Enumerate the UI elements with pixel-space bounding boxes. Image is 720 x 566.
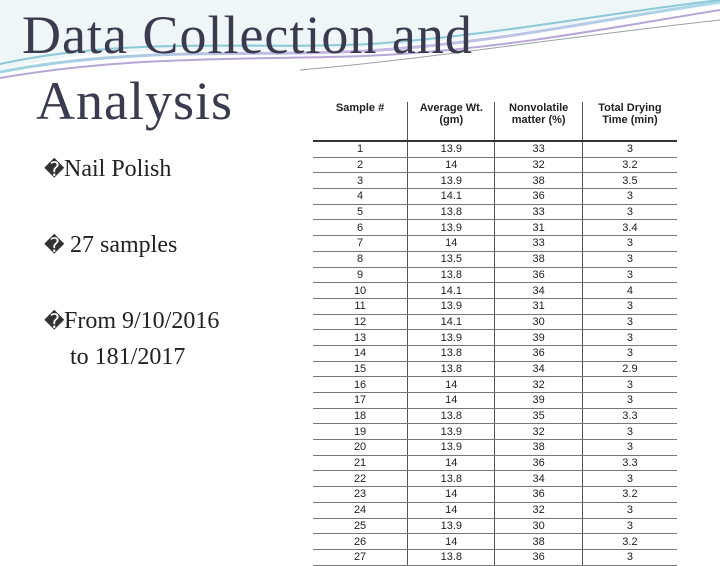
table-row	[313, 204, 677, 220]
table-body	[313, 141, 677, 565]
table-cell: 3	[582, 251, 677, 267]
table-row	[313, 236, 677, 252]
table-cell: 19	[313, 424, 408, 440]
table-cell: 3	[582, 298, 677, 314]
table-cell: 36	[495, 189, 582, 205]
table-cell: 13.9	[408, 518, 495, 534]
table-cell: 21	[313, 455, 408, 471]
table-cell: 31	[495, 298, 582, 314]
table-cell: 32	[495, 157, 582, 173]
table-cell: 13.9	[408, 298, 495, 314]
table-cell: 3.4	[582, 220, 677, 236]
table-cell: 3	[582, 377, 677, 393]
bullet-icon: �	[44, 159, 65, 181]
table-cell: 3	[582, 471, 677, 487]
table-header-row	[313, 102, 677, 141]
table-cell: 31	[495, 220, 582, 236]
table-cell: 11	[313, 298, 408, 314]
column-header: Total Drying Time (min)	[582, 102, 677, 141]
table-cell: 5	[313, 204, 408, 220]
table-row	[313, 487, 677, 503]
table-cell: 14	[408, 377, 495, 393]
table-row	[313, 534, 677, 550]
table-cell: 4	[582, 283, 677, 299]
table-cell: 13.9	[408, 220, 495, 236]
table-row	[313, 141, 677, 157]
table-cell: 13.9	[408, 173, 495, 189]
table-cell: 14	[408, 534, 495, 550]
bullet-item	[44, 232, 177, 259]
bullet-icon: �	[44, 235, 65, 257]
table-cell: 3.3	[582, 455, 677, 471]
table-cell: 13.9	[408, 141, 495, 157]
table-cell: 13.9	[408, 440, 495, 456]
table-cell: 10	[313, 283, 408, 299]
table-row	[313, 157, 677, 173]
table-cell: 18	[313, 408, 408, 424]
table-cell: 3	[582, 549, 677, 565]
data-table-container	[313, 102, 677, 564]
table-cell: 14	[408, 502, 495, 518]
table-cell: 3.3	[582, 408, 677, 424]
table-cell: 24	[313, 502, 408, 518]
table-cell: 34	[495, 283, 582, 299]
table-cell: 27	[313, 549, 408, 565]
table-cell: 39	[495, 393, 582, 409]
table-cell: 4	[313, 189, 408, 205]
table-cell: 38	[495, 440, 582, 456]
column-header: Sample #	[313, 102, 408, 141]
table-cell: 17	[313, 393, 408, 409]
table-row	[313, 377, 677, 393]
table-cell: 13.8	[408, 204, 495, 220]
table-cell: 35	[495, 408, 582, 424]
table-cell: 3	[582, 314, 677, 330]
table-cell: 16	[313, 377, 408, 393]
table-cell: 13.8	[408, 549, 495, 565]
table-cell: 14.1	[408, 283, 495, 299]
table-row	[313, 549, 677, 565]
table-cell: 13.9	[408, 424, 495, 440]
table-row	[313, 173, 677, 189]
table-cell: 9	[313, 267, 408, 283]
table-cell: 36	[495, 487, 582, 503]
table-cell: 3	[582, 330, 677, 346]
title-line-2: Analysis	[36, 71, 233, 131]
table-cell: 30	[495, 314, 582, 330]
table-row	[313, 424, 677, 440]
table-row	[313, 189, 677, 205]
table-row	[313, 518, 677, 534]
table-cell: 23	[313, 487, 408, 503]
table-cell: 13.5	[408, 251, 495, 267]
table-cell: 13.8	[408, 267, 495, 283]
table-cell: 36	[495, 549, 582, 565]
table-cell: 3	[582, 236, 677, 252]
table-row	[313, 283, 677, 299]
table-cell: 30	[495, 518, 582, 534]
table-cell: 14	[408, 455, 495, 471]
table-row	[313, 455, 677, 471]
table-cell: 2.9	[582, 361, 677, 377]
table-cell: 3.5	[582, 173, 677, 189]
table-cell: 12	[313, 314, 408, 330]
table-cell: 14	[313, 345, 408, 361]
table-row	[313, 440, 677, 456]
table-cell: 13	[313, 330, 408, 346]
table-cell: 33	[495, 204, 582, 220]
table-cell: 14	[408, 236, 495, 252]
table-cell: 3	[582, 502, 677, 518]
bullet-icon: �	[44, 311, 65, 333]
table-cell: 32	[495, 377, 582, 393]
table-cell: 3	[582, 393, 677, 409]
table-row	[313, 330, 677, 346]
table-row	[313, 267, 677, 283]
table-cell: 1	[313, 141, 408, 157]
table-cell: 3	[582, 204, 677, 220]
table-cell: 3	[582, 518, 677, 534]
table-row	[313, 393, 677, 409]
table-cell: 7	[313, 236, 408, 252]
table-row	[313, 220, 677, 236]
table-cell: 3	[582, 189, 677, 205]
bullet-item	[44, 156, 171, 183]
table-cell: 13.9	[408, 330, 495, 346]
bullet-item	[44, 308, 219, 335]
table-cell: 3.2	[582, 487, 677, 503]
table-cell: 36	[495, 267, 582, 283]
table-cell: 39	[495, 330, 582, 346]
table-row	[313, 251, 677, 267]
table-cell: 32	[495, 502, 582, 518]
table-cell: 38	[495, 173, 582, 189]
table-cell: 14	[408, 487, 495, 503]
table-cell: 13.8	[408, 408, 495, 424]
table-cell: 3	[582, 440, 677, 456]
table-row	[313, 298, 677, 314]
table-cell: 36	[495, 345, 582, 361]
table-cell: 2	[313, 157, 408, 173]
table-cell: 3	[582, 345, 677, 361]
table-cell: 20	[313, 440, 408, 456]
table-row	[313, 361, 677, 377]
table-cell: 26	[313, 534, 408, 550]
table-cell: 33	[495, 236, 582, 252]
table-row	[313, 502, 677, 518]
table-cell: 3	[582, 141, 677, 157]
table-cell: 33	[495, 141, 582, 157]
bullet-text: 27 samples	[64, 232, 178, 258]
bullet-continuation	[44, 344, 185, 371]
table-cell: 22	[313, 471, 408, 487]
table-row	[313, 345, 677, 361]
table-cell: 36	[495, 455, 582, 471]
table-cell: 3.2	[582, 534, 677, 550]
table-cell: 38	[495, 251, 582, 267]
bullet-text: to 181/2017	[70, 344, 186, 370]
table-cell: 14.1	[408, 314, 495, 330]
table-cell: 8	[313, 251, 408, 267]
column-header: Nonvolatile matter (%)	[495, 102, 582, 141]
table-cell: 3	[313, 173, 408, 189]
table-cell: 25	[313, 518, 408, 534]
table-cell: 34	[495, 361, 582, 377]
table-cell: 3.2	[582, 157, 677, 173]
table-cell: 38	[495, 534, 582, 550]
table-cell: 15	[313, 361, 408, 377]
samples-table	[313, 102, 677, 566]
column-header: Average Wt. (gm)	[408, 102, 495, 141]
table-cell: 13.8	[408, 345, 495, 361]
table-cell: 6	[313, 220, 408, 236]
table-row	[313, 471, 677, 487]
bullet-text: From 9/10/2016	[64, 308, 220, 334]
table-cell: 3	[582, 424, 677, 440]
table-cell: 13.8	[408, 361, 495, 377]
table-cell: 32	[495, 424, 582, 440]
table-cell: 13.8	[408, 471, 495, 487]
table-cell: 14.1	[408, 189, 495, 205]
table-cell: 14	[408, 157, 495, 173]
table-cell: 14	[408, 393, 495, 409]
table-row	[313, 408, 677, 424]
table-cell: 34	[495, 471, 582, 487]
title-line-1: Data Collection and	[22, 5, 473, 65]
bullet-text: Nail Polish	[64, 156, 172, 182]
table-row	[313, 314, 677, 330]
table-cell: 3	[582, 267, 677, 283]
